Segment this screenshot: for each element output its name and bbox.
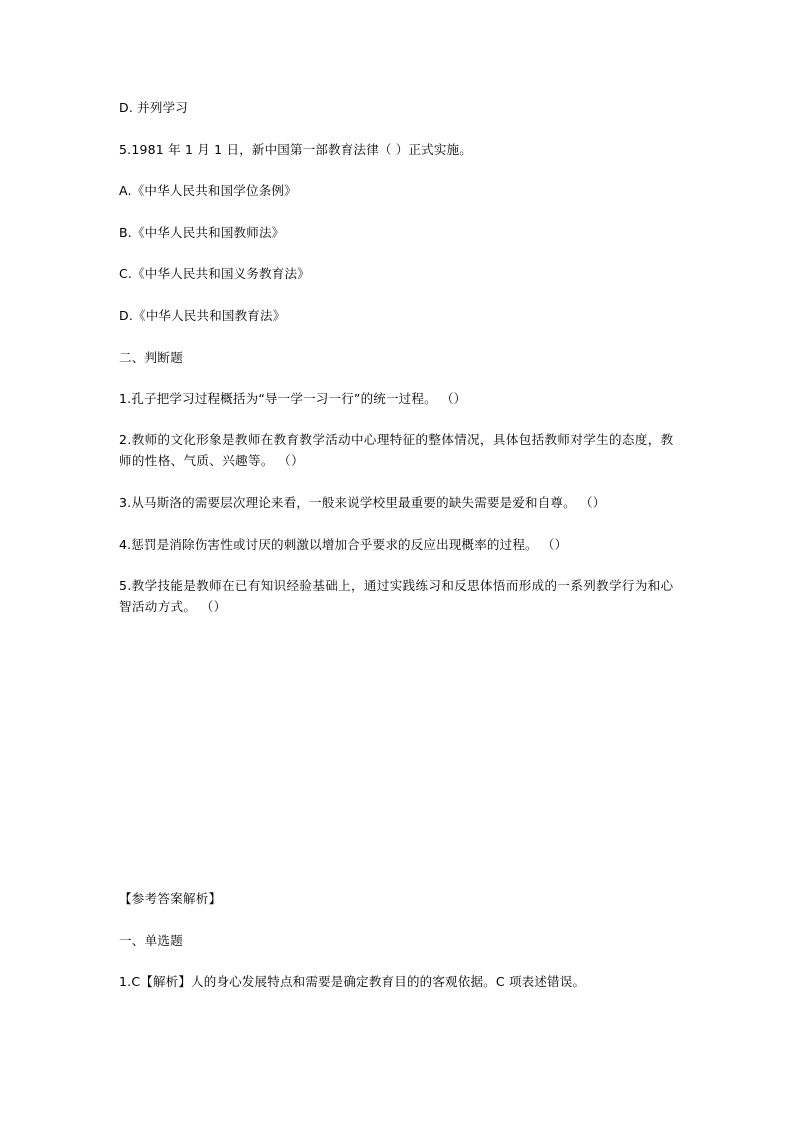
answer-item-1: 1.C【解析】人的身心发展特点和需要是确定教育目的的客观依据。C 项表述错误。	[119, 974, 586, 989]
answers-section-title: 一、单选题	[119, 933, 184, 948]
judgement-item-4: 4.惩罚是消除伤害性或讨厌的刺激以增加合乎要求的反应出现概率的过程。 （）	[119, 537, 568, 552]
judgement-item-3: 3.从马斯洛的需要层次理论来看，一般来说学校里最重要的缺失需要是爱和自尊。 （）	[119, 495, 606, 510]
question5-option-a: A.《中华人民共和国学位条例》	[119, 183, 297, 198]
question5-stem: 5.1981 年 1 月 1 日，新中国第一部教育法律（ ）正式实施。	[119, 142, 472, 157]
question5-option-b: B.《中华人民共和国教师法》	[119, 225, 285, 240]
section-judgement-title: 二、判断题	[119, 350, 184, 365]
answers-title: 【参考答案解析】	[119, 891, 222, 906]
judgement-item-2: 2.教师的文化形象是教师在教育教学活动中心理特征的整体情况，具体包括教师对学生的态度，教师的性格、气质、兴趣等。 （）	[119, 432, 674, 468]
question5-option-c: C.《中华人民共和国义务教育法》	[119, 266, 310, 281]
judgement-item-5: 5.教学技能是教师在已有知识经验基础上，通过实践练习和反思体悟而形成的一系列教学行为和心智活动方式。 （）	[119, 578, 674, 614]
question5-option-d: D.《中华人民共和国教育法》	[119, 308, 286, 323]
judgement-item-1: 1.孔子把学习过程概括为“导一学一习一行”的统一过程。 （）	[119, 391, 467, 406]
question4-option-d: D. 并列学习	[119, 100, 188, 115]
